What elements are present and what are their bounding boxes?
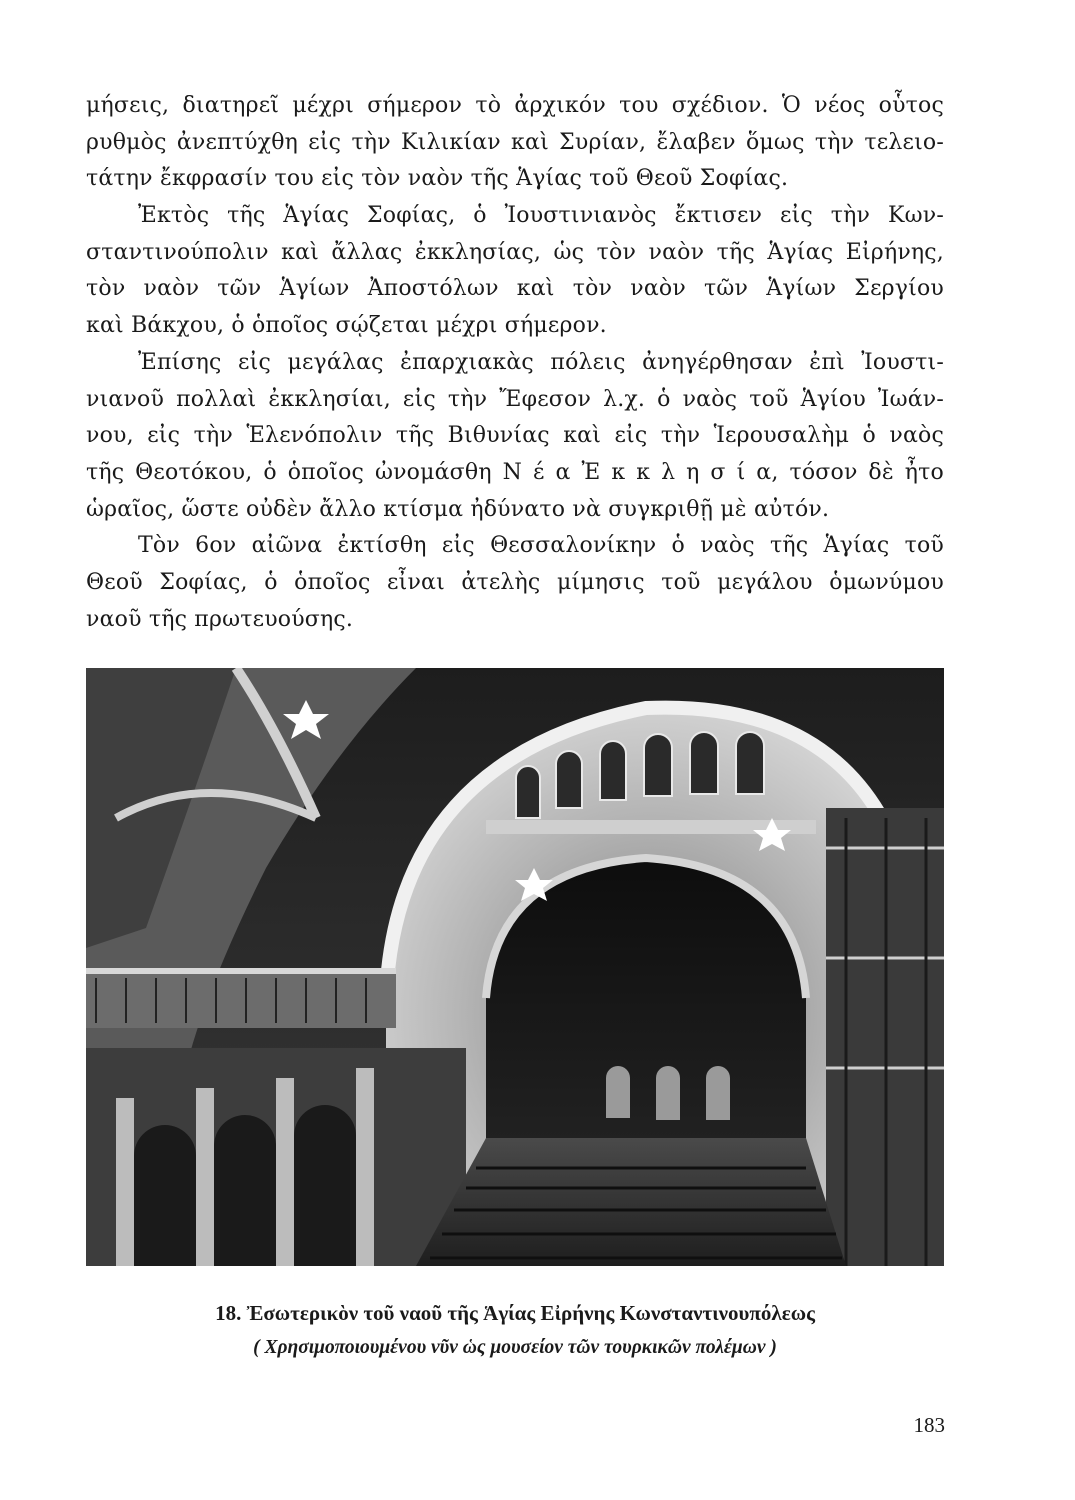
- caption-title: 18. Ἐσωτερικὸν τοῦ ναοῦ τῆς Ἁγίας Εἰρήνης Κωνσταντινουπόλεως: [215, 1301, 815, 1325]
- text-line: μήσεις, διατηρεῖ μέχρι σήμερον τὸ ἀρχικόν του σχέδιον. Ὁ νέος οὗτος: [86, 93, 944, 118]
- text-line: νου, εἰς τὴν Ἑλενόπολιν τῆς Βιθυνίας καὶ εἰς τὴν Ἱερουσαλὴμ ὁ ναὸς: [86, 423, 944, 449]
- figure-caption: [86, 1298, 944, 1364]
- text-line: ὡραῖος, ὥστε οὐδὲν ἄλλο κτίσμα ἠδύνατο νὰ συγκριθῇ μὲ αὐτόν.: [86, 496, 830, 522]
- text-line: Ἐκτὸς τῆς Ἁγίας Σοφίας, ὁ Ἰουστινιανὸς ἔκτισεν εἰς τὴν Κων-: [138, 203, 944, 229]
- text-line: Θεοῦ Σοφίας, ὁ ὁποῖος εἶναι ἀτελὴς μίμησις τοῦ μεγάλου ὁμωνύμου: [86, 569, 944, 595]
- body-text: [86, 88, 944, 638]
- text-line: τῆς Θεοτόκου, ὁ ὁποῖος ὠνομάσθη Ν έ α Ἐ κ κ λ η σ ί α, τόσον δὲ ἦτο: [86, 459, 944, 485]
- caption-subtitle: ( Χρησιμοποιουμένου νῦν ὡς μουσείον τῶν τουρκικῶν πολέμων ): [253, 1337, 777, 1358]
- text-line: τὸν ναὸν τῶν Ἁγίων Ἀποστόλων καὶ τὸν ναὸν τῶν Ἁγίων Σεργίου: [86, 276, 944, 302]
- text-line: τάτην ἔκφρασίν του εἰς τὸν ναὸν τῆς Ἁγίας τοῦ Θεοῦ Σοφίας.: [86, 166, 789, 192]
- text-line: σταντινούπολιν καὶ ἄλλας ἐκκλησίας, ὡς τὸν ναὸν τῆς Ἁγίας Εἰρήνης,: [86, 239, 944, 265]
- text-line: καὶ Βάκχου, ὁ ὁποῖος σῴζεται μέχρι σήμερον.: [86, 313, 607, 339]
- church-interior-photo: [86, 668, 944, 1266]
- text-line: Ἐπίσης εἰς μεγάλας ἐπαρχιακὰς πόλεις ἀνηγέρθησαν ἐπὶ Ἰουστι-: [138, 349, 944, 375]
- text-line: νιανοῦ πολλαὶ ἐκκλησίαι, εἰς τὴν Ἔφεσον λ.χ. ὁ ναὸς τοῦ Ἁγίου Ἰωάν-: [86, 386, 944, 412]
- page-number: 183: [913, 1413, 945, 1437]
- text-line: ναοῦ τῆς πρωτευούσης.: [86, 606, 354, 632]
- text-line: ρυθμὸς ἀνεπτύχθη εἰς τὴν Κιλικίαν καὶ Συρίαν, ἔλαβεν ὅμως τὴν τελειο-: [86, 129, 944, 155]
- text-line: Τὸν 6ον αἰῶνα ἐκτίσθη εἰς Θεσσαλονίκην ὁ ναὸς τῆς Ἁγίας τοῦ: [138, 533, 944, 559]
